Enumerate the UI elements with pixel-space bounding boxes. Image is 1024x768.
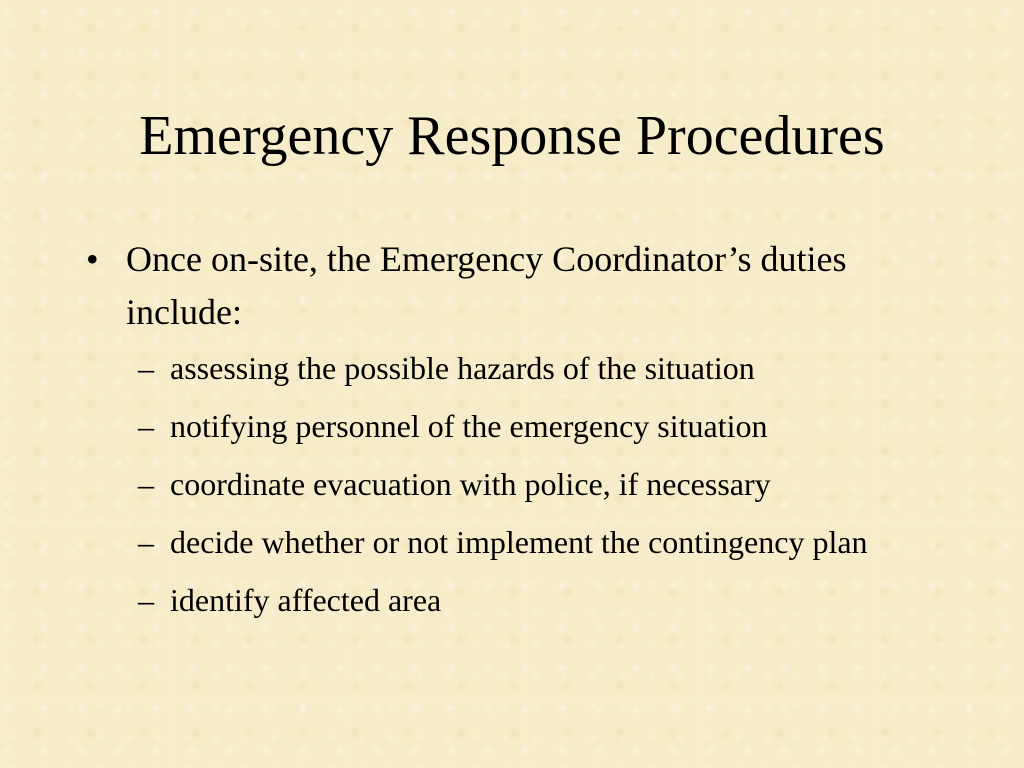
sub-bullet-item (86, 577, 966, 624)
dash-marker: – (138, 466, 154, 502)
dash-marker: – (138, 408, 154, 444)
sub-bullet-item (86, 519, 966, 566)
sub-bullet-list (86, 345, 966, 624)
sub-bullet-text: notifying personnel of the emergency situation (170, 408, 768, 444)
sub-bullet-item (86, 461, 966, 508)
dash-marker: – (138, 350, 154, 386)
slide-content (86, 233, 966, 635)
sub-bullet-item (86, 403, 966, 450)
slide-title: Emergency Response Procedures (139, 105, 885, 167)
bullet-item (86, 233, 966, 339)
sub-bullet-item (86, 345, 966, 392)
bullet-marker: • (86, 239, 99, 279)
dash-marker: – (138, 524, 154, 560)
sub-bullet-text: assessing the possible hazards of the situation (170, 350, 755, 386)
bullet-text: Once on-site, the Emergency Coordinator’s duties include: (126, 239, 847, 332)
dash-marker: – (138, 582, 154, 618)
sub-bullet-text: identify affected area (170, 582, 442, 618)
sub-bullet-text: decide whether or not implement the contingency plan (170, 524, 868, 560)
sub-bullet-text: coordinate evacuation with police, if necessary (170, 466, 771, 502)
